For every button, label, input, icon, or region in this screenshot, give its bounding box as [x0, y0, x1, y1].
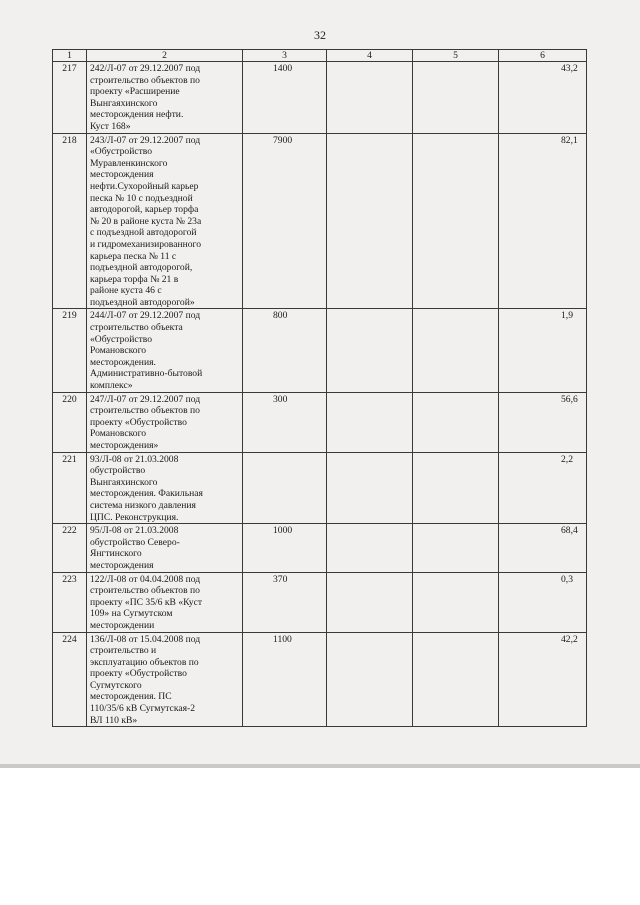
row-number-cell: 218	[53, 133, 87, 309]
column-4-cell	[327, 133, 413, 309]
description-line: месторождения	[90, 169, 154, 181]
header-cell: 6	[499, 50, 587, 62]
description-line: проекту «Расширение	[90, 86, 180, 98]
description-line: Романовского	[90, 428, 147, 440]
header-cell: 5	[413, 50, 499, 62]
description-line: Сугмутского	[90, 679, 142, 691]
description-line: автодорогой, карьер торфа	[90, 204, 199, 216]
description-line: и гидромеханизированного	[90, 238, 202, 250]
row-number-cell: 223	[53, 572, 87, 632]
area-cell: 7900	[243, 133, 327, 309]
column-5-cell	[413, 62, 499, 134]
description-line: 109» на Сугмутском	[90, 608, 173, 620]
description-line: ЦПС. Реконструкция.	[90, 511, 179, 523]
table-row	[53, 392, 587, 452]
description-line: комплекс»	[90, 380, 133, 392]
description-line: Вынгаяхинского	[90, 476, 158, 488]
description-line: с подъездной автодорогой	[90, 227, 197, 239]
area-cell: 1400	[243, 62, 327, 134]
description-cell	[87, 62, 243, 134]
row-number-cell: 217	[53, 62, 87, 134]
description-line: месторождения.	[90, 356, 156, 368]
value-cell: 43,2	[499, 62, 587, 134]
description-line: строительство объектов по	[90, 74, 200, 86]
description-line: карьера торфа № 21 в	[90, 273, 179, 285]
description-line: месторождения нефти.	[90, 109, 184, 121]
column-4-cell	[327, 632, 413, 727]
column-5-cell	[413, 392, 499, 452]
column-5-cell	[413, 572, 499, 632]
description-line: 242/Л-07 от 29.12.2007 под	[90, 63, 201, 74]
table-row	[53, 452, 587, 524]
description-cell	[87, 572, 243, 632]
description-line: проекту «ПС 35/6 кВ «Куст	[90, 596, 203, 608]
description-line: подъездной автодорогой,	[90, 262, 193, 274]
value-cell: 2,2	[499, 452, 587, 524]
description-cell	[87, 632, 243, 727]
column-4-cell	[327, 452, 413, 524]
row-number-cell: 219	[53, 309, 87, 392]
column-5-cell	[413, 133, 499, 309]
description-line: Янгтинского	[90, 548, 142, 560]
description-line: «Обустройство	[90, 146, 153, 158]
value-cell: 68,4	[499, 524, 587, 572]
row-number-cell: 222	[53, 524, 87, 572]
description-line: карьера песка № 11 с	[90, 250, 177, 262]
description-line: № 20 в районе куста № 23а	[90, 215, 202, 227]
description-line: строительство объекта	[90, 322, 183, 334]
description-line: «Обустройство	[90, 333, 153, 345]
description-cell	[87, 452, 243, 524]
table-row	[53, 62, 587, 134]
description-line: 93/Л-08 от 21.03.2008	[90, 453, 179, 465]
column-4-cell	[327, 309, 413, 392]
description-cell	[87, 392, 243, 452]
description-line: песка № 10 с подъездной	[90, 192, 193, 204]
description-line: Муравленкинского	[90, 157, 168, 169]
row-number-cell: 224	[53, 632, 87, 727]
header-cell: 2	[87, 50, 243, 62]
table-row	[53, 309, 587, 392]
column-4-cell	[327, 392, 413, 452]
column-5-cell	[413, 632, 499, 727]
page-number: 32	[314, 28, 326, 42]
description-line: проекту «Обустройство	[90, 668, 187, 680]
header-cell: 3	[243, 50, 327, 62]
value-cell: 56,6	[499, 392, 587, 452]
description-line: месторождения	[90, 559, 154, 571]
description-line: 136/Л-08 от 15.04.2008 под	[90, 633, 201, 645]
description-line: проекту «Обустройство	[90, 416, 187, 428]
description-line: нефти.Сухоройный карьер	[90, 180, 199, 192]
table-body	[53, 62, 587, 727]
area-cell: 1100	[243, 632, 327, 727]
description-line: 244/Л-07 от 29.12.2007 под	[90, 310, 201, 322]
row-number-cell: 220	[53, 392, 87, 452]
table-row	[53, 632, 587, 727]
area-cell: 800	[243, 309, 327, 392]
description-line: 110/35/6 кВ Сугмутская-2	[90, 703, 195, 715]
description-line: месторождения. Факильная	[90, 488, 203, 500]
value-cell: 1,9	[499, 309, 587, 392]
page-edge	[0, 764, 640, 768]
area-cell: 300	[243, 392, 327, 452]
description-line: Вынгаяхинского	[90, 97, 158, 109]
description-cell	[87, 133, 243, 309]
description-line: система низкого давления	[90, 499, 196, 511]
data-table	[52, 49, 587, 727]
description-line: 122/Л-08 от 04.04.2008 под	[90, 573, 201, 585]
description-line: ВЛ 110 кВ»	[90, 714, 138, 726]
value-cell: 82,1	[499, 133, 587, 309]
description-line: обустройство Северо-	[90, 536, 180, 548]
description-line: Куст 168»	[90, 120, 131, 132]
description-line: месторождении	[90, 619, 155, 631]
column-5-cell	[413, 452, 499, 524]
description-line: Романовского	[90, 345, 147, 357]
area-cell: 1000	[243, 524, 327, 572]
description-line: строительство объектов по	[90, 405, 200, 417]
description-cell	[87, 524, 243, 572]
table-header-row	[53, 50, 587, 62]
area-cell: 370	[243, 572, 327, 632]
description-line: месторождения. ПС	[90, 691, 172, 703]
description-line: месторождения»	[90, 440, 159, 451]
table-row	[53, 524, 587, 572]
description-line: Административно-бытовой	[90, 368, 203, 380]
description-line: 243/Л-07 от 29.12.2007 под	[90, 134, 201, 146]
description-line: 247/Л-07 от 29.12.2007 под	[90, 393, 201, 405]
value-cell: 0,3	[499, 572, 587, 632]
description-line: эксплуатацию объектов по	[90, 656, 199, 668]
area-cell	[243, 452, 327, 524]
description-line: подъездной автодорогой»	[90, 296, 195, 308]
description-line: 95/Л-08 от 21.03.2008	[90, 525, 179, 537]
table-row	[53, 133, 587, 309]
table-row	[53, 572, 587, 632]
description-line: районе куста 46 с	[90, 285, 162, 297]
description-line: строительство объектов по	[90, 585, 200, 597]
header-cell: 1	[53, 50, 87, 62]
row-number-cell: 221	[53, 452, 87, 524]
column-5-cell	[413, 309, 499, 392]
column-4-cell	[327, 62, 413, 134]
header-cell: 4	[327, 50, 413, 62]
value-cell: 42,2	[499, 632, 587, 727]
column-4-cell	[327, 572, 413, 632]
description-line: обустройство	[90, 465, 146, 477]
column-4-cell	[327, 524, 413, 572]
description-cell	[87, 309, 243, 392]
column-5-cell	[413, 524, 499, 572]
description-line: строительство и	[90, 645, 157, 657]
